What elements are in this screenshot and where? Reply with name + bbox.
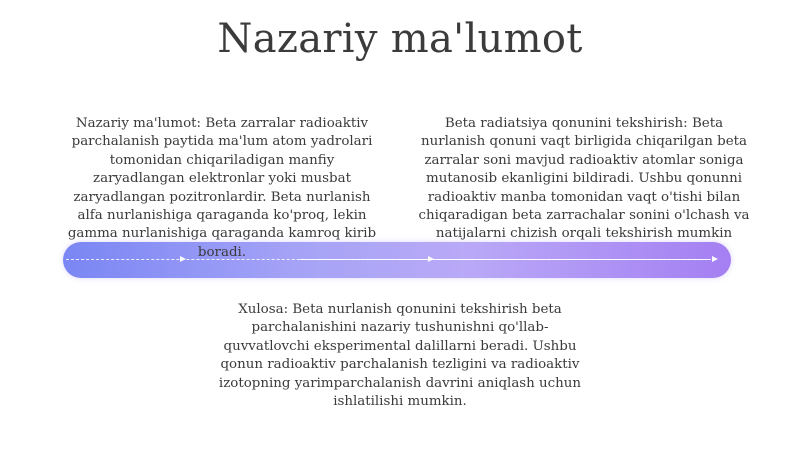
theory-text: Nazariy ma'lumot: Beta zarralar radioaktiv parchalanish paytida ma'lum atom yadrolari tomonidan chiqariladigan manfiy zaryadlangan elektronlar yoki musbat zaryadlangan pozitronlardir. Beta nurlanish alfa nurlanishiga qaraganda ko'proq, lekin gamma nurlanishiga qaraganda kamroq kirib boradi. <box>67 116 377 260</box>
timeline-arrow-icon <box>428 256 434 262</box>
law-check-text: Beta radiatsiya qonunini tekshirish: Beta nurlanish qonuni vaqt birligida chiqarilgan beta zarralar soni mavjud radioaktiv atomlar soniga mutanosib ekanligini bildiradi. Ushbu qonunni radioaktiv manba tomonidan vaqt o'tishi bilan chiqaradigan beta zarrachalar sonini o'lchash va natijalarni chizish orqali tekshirish mumkin <box>418 116 750 242</box>
conclusion-text: Xulosa: Beta nurlanish qonunini tekshirish beta parchalanishini nazariy tushunishni qo'llab-quvvatlovchi eksperimental dalillarni beradi. Ushbu qonun radioaktiv parchalanish tezligini va radioaktiv izotopning yarimparchalanish davrini aniqlash uchun ishlatilishi mumkin. <box>218 302 582 410</box>
timeline-arrow-icon <box>712 256 718 262</box>
slide-title: Nazariy ma'lumot <box>217 16 583 62</box>
